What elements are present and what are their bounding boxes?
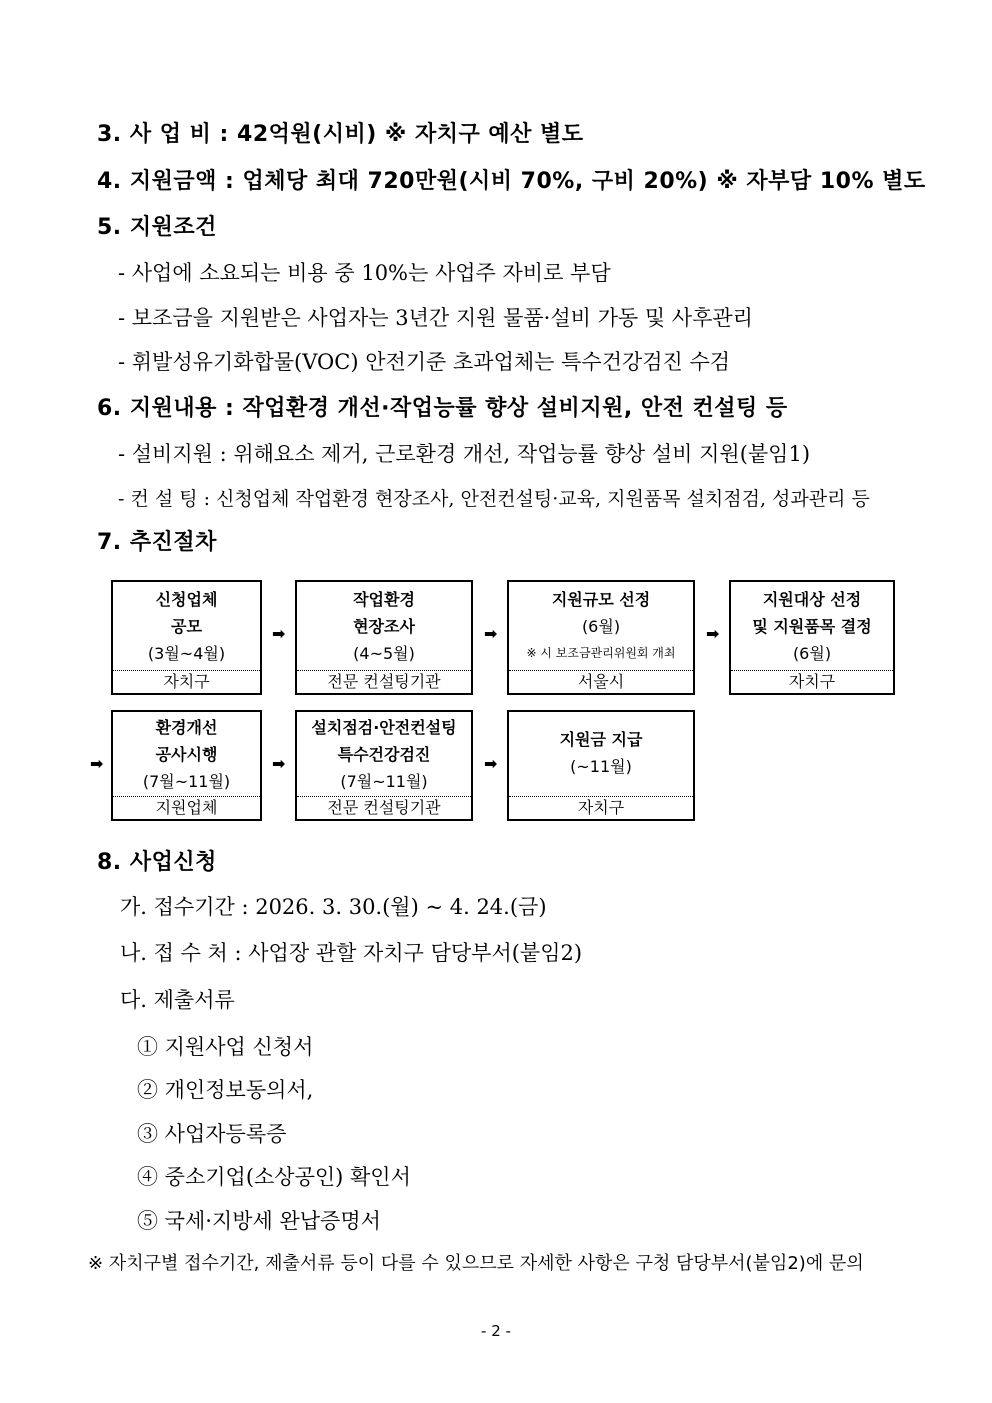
document-item: ④ 중소기업(소상공인) 확인서 — [137, 1165, 411, 1189]
arrow-right-icon: ➡ — [706, 624, 720, 643]
application-docs-title: 다. 제출서류 — [120, 988, 235, 1012]
flow-step-construction — [111, 710, 262, 821]
condition-item: - 휘발성유기화합물(VOC) 안전기준 초과업체는 특수건강검진 수검 — [118, 350, 731, 374]
condition-item: - 사업에 소요되는 비용 중 10%는 사업주 자비로 부담 — [118, 261, 611, 285]
flow-step-owner: 서울시 — [509, 670, 693, 693]
flow-step-title: 설치점검·안전컨설팅 — [311, 718, 457, 737]
flow-step-period: (6월) — [581, 617, 621, 636]
heading-contents: 6. 지원내용 : 작업환경 개선·작업능률 향상 설비지원, 안전 컨설팅 등 — [97, 396, 788, 421]
arrow-right-icon: ➡ — [484, 754, 498, 773]
flow-step-period: (7월~11월) — [142, 772, 231, 791]
flow-step-period: (3월~4월) — [147, 644, 226, 663]
document-item: ③ 사업자등록증 — [137, 1122, 287, 1146]
flow-step-period: (6월) — [792, 644, 832, 663]
flow-step-title: 환경개선 — [155, 718, 218, 737]
flow-step-title: 현장조사 — [353, 617, 415, 636]
application-place: 나. 접 수 처 : 사업장 관할 자치구 담당부서(붙임2) — [120, 941, 583, 965]
flow-step-target-selection — [729, 580, 895, 695]
flow-step-owner: 자치구 — [113, 670, 260, 693]
document-item: ② 개인정보동의서, — [137, 1078, 314, 1102]
flow-step-title: 및 지원품목 결정 — [752, 617, 872, 636]
arrow-right-icon: ➡ — [272, 624, 286, 643]
arrow-right-icon: ➡ — [90, 754, 104, 773]
heading-application: 8. 사업신청 — [97, 850, 217, 875]
flow-step-inspection — [295, 710, 473, 821]
arrow-right-icon: ➡ — [272, 754, 286, 773]
flow-step-period: (7월~11월) — [340, 772, 428, 791]
content-item: - 설비지원 : 위해요소 제거, 근로환경 개선, 작업능률 향상 설비 지원(붙임1) — [118, 442, 811, 466]
flow-step-title: 지원금 지급 — [559, 730, 643, 749]
flow-step-title: 신청업체 — [155, 590, 218, 609]
heading-support-amount: 4. 지원금액 : 업체당 최대 720만원(시비 70%, 구비 20%) ※ 자부담 10% 별도 — [97, 169, 926, 194]
flow-step-application — [111, 580, 262, 695]
flow-step-scale-selection — [507, 580, 695, 695]
flow-step-owner: 자치구 — [731, 670, 893, 693]
page-number: - 2 - — [481, 1322, 511, 1340]
flow-step-title: 특수건강검진 — [337, 745, 431, 764]
heading-conditions: 5. 지원조건 — [97, 215, 217, 240]
flow-step-title: 공모 — [171, 617, 202, 636]
flow-step-title: 지원규모 선정 — [551, 590, 651, 609]
flow-step-note: ※ 시 보조금관리위원회 개최 — [526, 646, 676, 660]
flow-step-owner: 전문 컨설팅기관 — [297, 670, 471, 693]
inquiry-note: ※ 자치구별 접수기간, 제출서류 등이 다를 수 있으므로 자세한 사항은 구청 담당부서(붙임2)에 문의 — [88, 1253, 864, 1274]
flow-step-payment — [507, 710, 695, 821]
flow-step-title: 지원대상 선정 — [762, 590, 862, 609]
application-period: 가. 접수기간 : 2026. 3. 30.(월) ~ 4. 24.(금) — [120, 895, 547, 919]
flow-step-site-survey — [295, 580, 473, 695]
content-item: - 컨 설 팅 : 신청업체 작업환경 현장조사, 안전컨설팅·교육, 지원품목 설치점검, 성과관리 등 — [118, 488, 870, 510]
heading-procedure: 7. 추진절차 — [97, 530, 217, 555]
flow-step-period: (~11월) — [570, 757, 632, 776]
heading-budget: 3. 사 업 비 : 42억원(시비) ※ 자치구 예산 별도 — [97, 122, 584, 147]
flow-step-title: 작업환경 — [353, 590, 415, 609]
flow-step-owner: 지원업체 — [113, 796, 260, 819]
arrow-right-icon: ➡ — [484, 624, 498, 643]
flow-step-title: 공사시행 — [155, 745, 218, 764]
condition-item: - 보조금을 지원받은 사업자는 3년간 지원 물품·설비 가동 및 사후관리 — [118, 306, 753, 330]
document-item: ① 지원사업 신청서 — [137, 1035, 314, 1059]
flow-step-period: (4~5월) — [353, 644, 415, 663]
document-item: ⑤ 국세·지방세 완납증명서 — [137, 1209, 381, 1233]
flow-step-owner: 자치구 — [509, 796, 693, 819]
flow-step-owner: 전문 컨설팅기관 — [297, 796, 471, 819]
